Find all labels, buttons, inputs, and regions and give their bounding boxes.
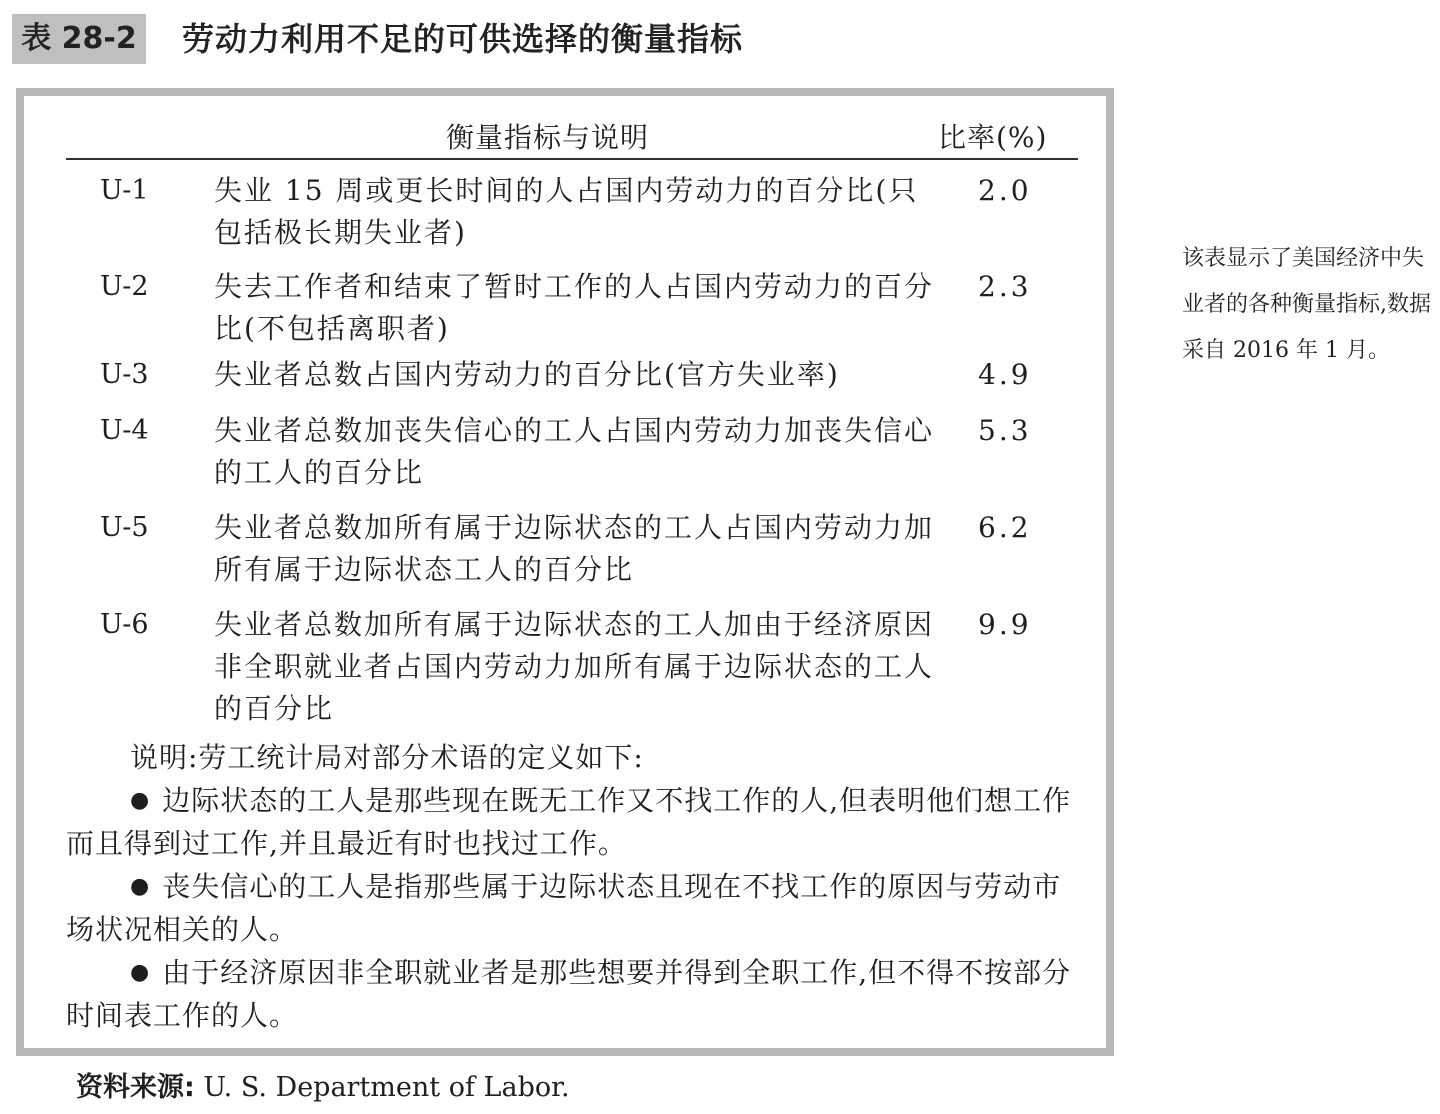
bullet-icon: ● [130, 874, 151, 899]
row-code: U-1 [100, 175, 149, 206]
row-description: 失业者总数加丧失信心的工人占国内劳动力加丧失信心的工人的百分比 [214, 414, 935, 489]
side-note: 该表显示了美国经济中失业者的各种衡量指标,数据采自 2016 年 1 月。 [1182, 246, 1431, 363]
table-number-label: 表 28-2 [12, 14, 146, 64]
table-frame [16, 88, 1114, 1056]
table-notes [66, 736, 1080, 1037]
row-code: U-2 [100, 271, 149, 302]
note-item [66, 865, 1080, 951]
note-text: 丧失信心的工人是指那些属于边际状态且现在不找工作的原因与劳动市场状况相关的人。 [66, 870, 1062, 946]
header-divider [66, 158, 1078, 160]
row-rate: 4.9 [978, 358, 1032, 391]
row-description: 失去工作者和结束了暂时工作的人占国内劳动力的百分比(不包括离职者) [214, 270, 935, 345]
source-text: U. S. Department of Labor. [203, 1072, 570, 1103]
source-label: 资料来源: [76, 1072, 195, 1103]
row-rate: 2.3 [978, 270, 1032, 303]
table-header [66, 110, 1078, 156]
row-description: 失业者总数加所有属于边际状态的工人占国内劳动力加所有属于边际状态工人的百分比 [214, 511, 935, 586]
row-code: U-4 [100, 415, 149, 446]
header-rate: 比率(%) [938, 121, 1048, 154]
row-code: U-5 [100, 512, 149, 543]
bullet-icon: ● [130, 960, 151, 985]
row-rate: 2.0 [978, 174, 1032, 207]
note-item [66, 951, 1080, 1037]
table-title: 劳动力利用不足的可供选择的衡量指标 [182, 20, 744, 58]
row-code: U-3 [100, 359, 149, 390]
row-description: 失业 15 周或更长时间的人占国内劳动力的百分比(只包括极长期失业者) [214, 174, 919, 249]
row-description: 失业者总数加所有属于边际状态的工人加由于经济原因非全职就业者占国内劳动力加所有属于边际状态的工人的百分比 [214, 608, 935, 725]
note-item [66, 779, 1080, 865]
row-code: U-6 [100, 609, 149, 640]
note-text: 边际状态的工人是那些现在既无工作又不找工作的人,但表明他们想工作而且得到过工作,并且最近有时也找过工作。 [66, 784, 1072, 860]
bullet-icon: ● [130, 788, 151, 813]
row-rate: 5.3 [978, 414, 1032, 447]
row-rate: 6.2 [978, 511, 1032, 544]
row-description: 失业者总数占国内劳动力的百分比(官方失业率) [214, 358, 840, 391]
notes-heading: 说明:劳工统计局对部分术语的定义如下: [130, 741, 644, 774]
header-description: 衡量指标与说明 [446, 121, 650, 154]
row-rate: 9.9 [978, 608, 1032, 641]
note-text: 由于经济原因非全职就业者是那些想要并得到全职工作,但不得不按部分时间表工作的人。 [66, 956, 1072, 1032]
source-line [76, 1068, 570, 1108]
